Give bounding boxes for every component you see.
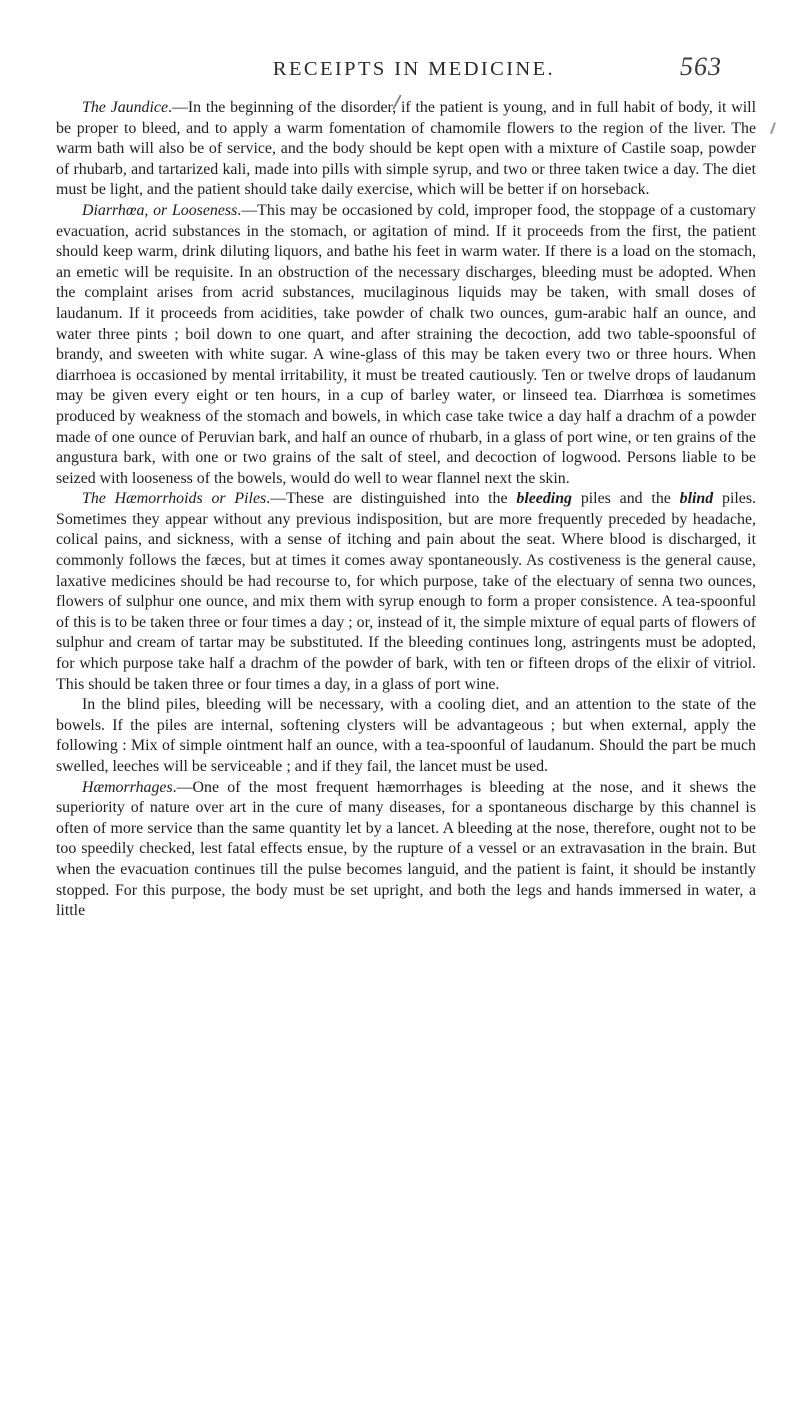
entry-jaundice [56, 98, 756, 201]
entry-text: One of the most frequent hæmorrhages is bleeding at the nose, and it shews the superiority of nature over art in the cure of many diseases, for a spontaneous discharge by this channel is often of more service than the same quantity let by a lancet. A bleeding at the nose, therefore, ought not to be too speedily checked, lest fatal effects ensue, by the rupture of a vessel or an extravasation in the brain. But when the evacuation continues till the pulse becomes languid, and the patient is faint, it should be instantly stopped. For this purpose, the body must be set upright, and both the legs and hands immersed in water, a little [56, 778, 756, 920]
entry-diarrhoea [56, 201, 756, 489]
running-head: RECEIPTS IN MEDICINE. [272, 58, 556, 80]
entry-text: piles. Sometimes they appear without any previous indisposition, but are more frequently preceded by headache, colical pains, and sickness, with a sense of itching and pain about the seat. Where blood is discharged, it commonly follows the fæces, but at times it comes away spontaneously. As costiveness is the general cause, laxative medicines should be had recourse to, for which purpose, take of the electuary of senna two ounces, flowers of sulphur one ounce, and mix them with syrup enough to form a proper consistence. A tea-spoonful of this is to be taken three or four times a day ; or, instead of it, the simple mixture of equal parts of flowers of sulphur and cream of tartar may be substituted. If the bleeding continues long, astringents must be adopted, for which purpose take half a drachm of the powder of bark, with ten or fifteen drops of the elixir of vitriol. This should be taken three or four times a day, in a glass of port wine. [56, 490, 757, 693]
entry-title: Hæmorrhages [82, 778, 173, 796]
entry-text: piles and the [572, 490, 680, 508]
entry-text: These are distinguished into the [286, 490, 517, 508]
entry-title-separator: .— [168, 99, 188, 116]
stray-pen-mark [770, 122, 776, 134]
page-number: 563 [680, 52, 722, 81]
term-bleeding: bleeding [516, 490, 572, 508]
entry-title-separator: .— [237, 201, 258, 219]
body-text [56, 98, 756, 922]
entry-haemorrhoids [56, 489, 756, 695]
entry-title: Diarrhœa, or Looseness [82, 201, 238, 219]
entry-title-separator: .— [172, 778, 193, 796]
entry-text: This may be occasioned by cold, improper food, the stoppage of a customary evacuation, acrid substances in the stomach, or agitation of mind. If it proceeds from the first, the patient should keep warm, drink diluting liquors, and bathe his feet in warm water. If there is a load on the stomach, an emetic will be requisite. In an obstruction of the necessary discharges, bleeding must be adopted. When the complaint arises from acrid substances, mucilaginous liquids may be taken, with small doses of laudanum. If it proceeds from acidities, take powder of chalk two ounces, gum-arabic half an ounce, and water three pints ; boil down to one quart, and after straining the decoction, add two table-spoonsful of brandy, and sweeten with white sugar. A wine-glass of this may be taken every two or three hours. When diarrhoea is occasioned by mental irritability, it must be treated cautiously. Ten or twelve drops of laudanum may be given every eight or ten hours, in a cup of barley water, or linseed tea. Diarrhœa is sometimes produced by weakness of the stomach and bowels, in which case take twice a day half a drachm of a powder made of one ounce of Peruvian bark, and half an ounce of rhubarb, in a glass of port wine, or ten grains of the angustura bark, with one or two grains of the salt of steel, and decoction of logwood. Persons liable to be seized with looseness of the bowels, would do well to wear flannel next the skin. [56, 201, 756, 487]
entry-haemorrhoids-continuation: In the blind piles, bleeding will be necessary, with a cooling diet, and an attention to the state of the bowels. If the piles are internal, softening clysters will be advantageous ; but when external, apply the following : Mix of simple ointment half an ounce, with a tea-spoonful of laudanum. Should the part be much swelled, leeches will be serviceable ; and if they fail, the lancet must be used. [56, 696, 756, 775]
page-header [0, 52, 800, 86]
entry-title-separator: .— [266, 490, 287, 508]
term-blind: blind [679, 490, 714, 508]
entry-text: In the beginning of the disorder, if the patient is young, and in full habit of body, it will be proper to bleed, and to apply a warm fomentation of chamomile flowers to the region of the liver. The warm bath will also be of service, and the body should be kept open with a mixture of Castile soap, powder of rhubarb, and tartarized kali, made into pills with simple syrup, and two or three taken twice a day. The diet must be light, and the patient should take daily exercise, which will be better if on horseback. [56, 99, 756, 199]
entry-haemorrhages [56, 778, 756, 922]
entry-title: The Jaundice [82, 99, 168, 116]
entry-title: The Hæmorrhoids or Piles [82, 490, 267, 508]
